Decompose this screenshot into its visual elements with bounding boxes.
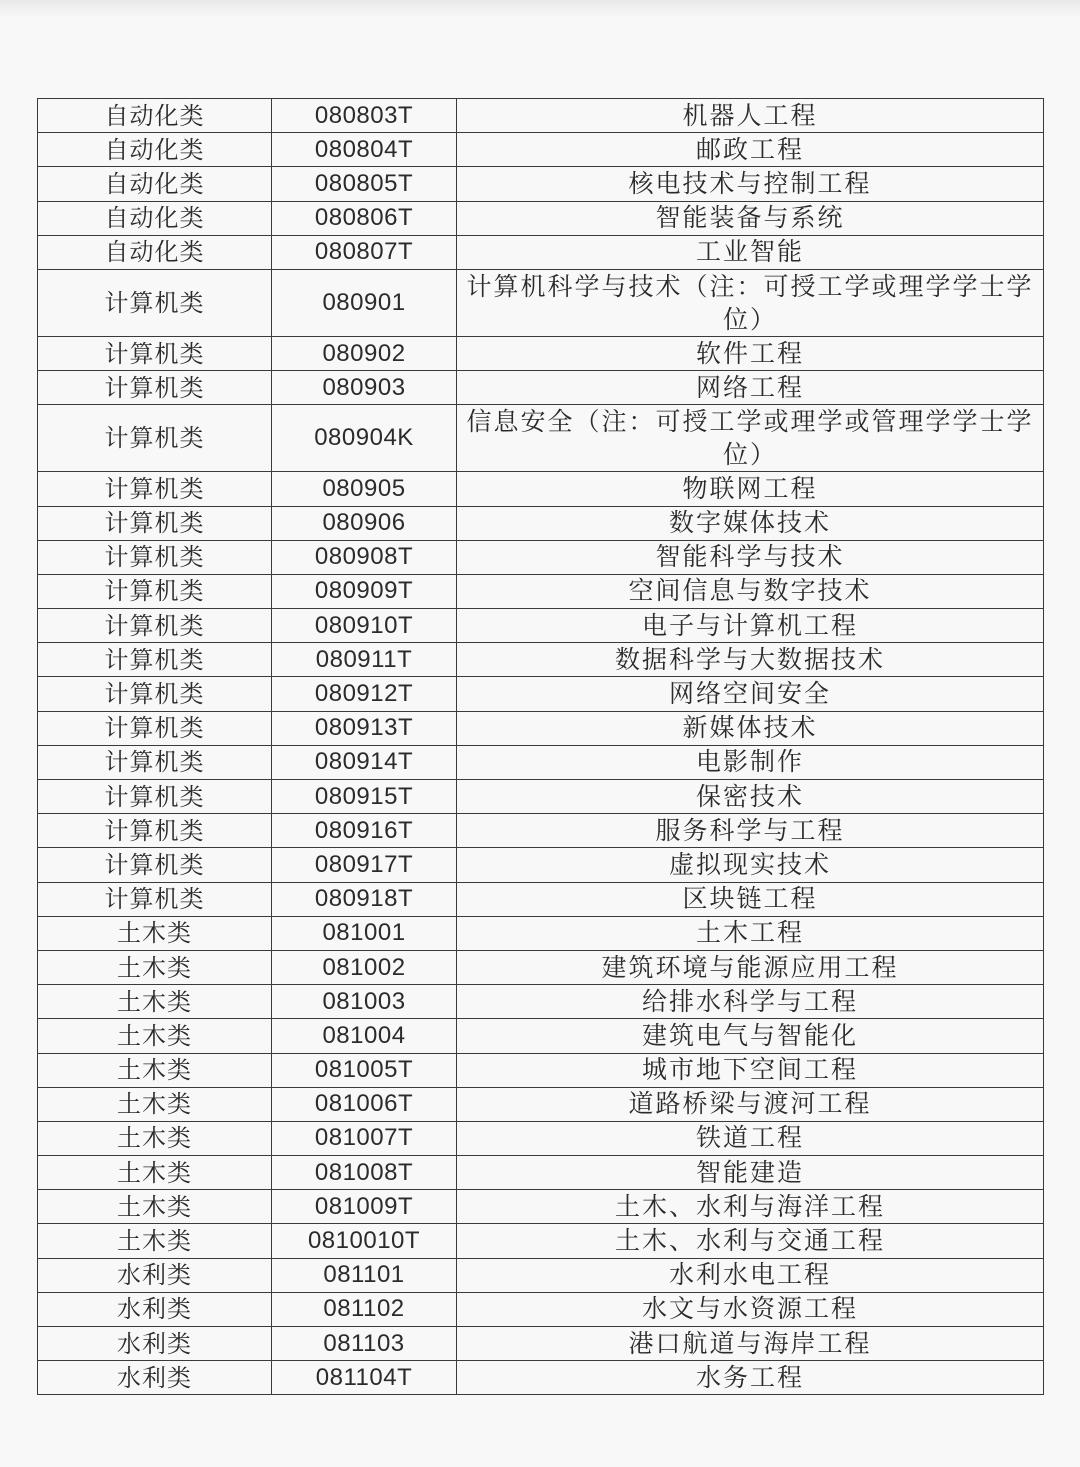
table-row — [38, 133, 1044, 167]
table-row — [38, 235, 1044, 269]
table-row — [38, 1121, 1044, 1155]
category-cell: 计算机类 — [38, 711, 272, 745]
table-row — [38, 472, 1044, 506]
major-name-cell: 智能装备与系统 — [457, 201, 1044, 235]
major-name-cell: 电影制作 — [457, 745, 1044, 779]
category-cell: 计算机类 — [38, 540, 272, 574]
category-cell: 计算机类 — [38, 882, 272, 916]
major-name-cell: 给排水科学与工程 — [457, 985, 1044, 1019]
category-cell: 计算机类 — [38, 814, 272, 848]
major-code-cell: 081003 — [272, 985, 457, 1019]
major-code-cell: 081102 — [272, 1292, 457, 1326]
table-row — [38, 1258, 1044, 1292]
major-code-cell: 080901 — [272, 269, 457, 336]
major-name-cell: 核电技术与控制工程 — [457, 167, 1044, 201]
major-code-cell: 081006T — [272, 1087, 457, 1121]
major-code-cell: 080807T — [272, 235, 457, 269]
major-name-cell: 空间信息与数字技术 — [457, 574, 1044, 608]
table-row — [38, 950, 1044, 984]
major-code-cell: 080902 — [272, 336, 457, 370]
table-row — [38, 540, 1044, 574]
major-code-cell: 081104T — [272, 1361, 457, 1395]
category-cell: 计算机类 — [38, 405, 272, 472]
category-cell: 土木类 — [38, 1053, 272, 1087]
major-code-cell: 080916T — [272, 814, 457, 848]
table-row — [38, 1087, 1044, 1121]
category-cell: 水利类 — [38, 1258, 272, 1292]
table-row — [38, 1224, 1044, 1258]
table-row — [38, 1053, 1044, 1087]
major-name-cell: 建筑电气与智能化 — [457, 1019, 1044, 1053]
category-cell: 土木类 — [38, 1121, 272, 1155]
major-code-cell: 081004 — [272, 1019, 457, 1053]
major-name-cell: 物联网工程 — [457, 472, 1044, 506]
major-name-cell: 数字媒体技术 — [457, 506, 1044, 540]
table-row — [38, 814, 1044, 848]
major-name-cell: 电子与计算机工程 — [457, 609, 1044, 643]
table-row — [38, 1190, 1044, 1224]
major-name-cell: 水文与水资源工程 — [457, 1292, 1044, 1326]
major-code-cell: 080909T — [272, 574, 457, 608]
table-row — [38, 643, 1044, 677]
category-cell: 水利类 — [38, 1292, 272, 1326]
major-code-cell: 080908T — [272, 540, 457, 574]
major-name-cell: 土木、水利与海洋工程 — [457, 1190, 1044, 1224]
category-cell: 计算机类 — [38, 574, 272, 608]
major-code-cell: 081103 — [272, 1327, 457, 1361]
major-name-cell: 水利水电工程 — [457, 1258, 1044, 1292]
major-code-cell: 081005T — [272, 1053, 457, 1087]
table-row — [38, 1156, 1044, 1190]
major-code-cell: 080914T — [272, 745, 457, 779]
major-name-cell: 服务科学与工程 — [457, 814, 1044, 848]
table-row — [38, 916, 1044, 950]
category-cell: 土木类 — [38, 1019, 272, 1053]
category-cell: 计算机类 — [38, 269, 272, 336]
category-cell: 土木类 — [38, 1190, 272, 1224]
category-cell: 自动化类 — [38, 201, 272, 235]
table-row — [38, 882, 1044, 916]
major-name-cell: 网络工程 — [457, 371, 1044, 405]
major-name-cell: 数据科学与大数据技术 — [457, 643, 1044, 677]
category-cell: 土木类 — [38, 985, 272, 1019]
table-row — [38, 677, 1044, 711]
major-code-cell: 081007T — [272, 1121, 457, 1155]
major-code-cell: 080904K — [272, 405, 457, 472]
category-cell: 计算机类 — [38, 609, 272, 643]
category-cell: 计算机类 — [38, 780, 272, 814]
table-row — [38, 405, 1044, 472]
table-row — [38, 1019, 1044, 1053]
table-row — [38, 201, 1044, 235]
major-code-cell: 081002 — [272, 950, 457, 984]
table-row — [38, 336, 1044, 370]
major-name-cell: 软件工程 — [457, 336, 1044, 370]
major-code-cell: 080905 — [272, 472, 457, 506]
major-code-cell: 080906 — [272, 506, 457, 540]
table-row — [38, 574, 1044, 608]
major-code-cell: 080806T — [272, 201, 457, 235]
table-row — [38, 167, 1044, 201]
major-name-cell: 邮政工程 — [457, 133, 1044, 167]
category-cell: 土木类 — [38, 916, 272, 950]
major-code-cell: 080911T — [272, 643, 457, 677]
page-top-edge — [0, 0, 1080, 18]
table-row — [38, 745, 1044, 779]
major-code-cell: 080912T — [272, 677, 457, 711]
major-code-cell: 081008T — [272, 1156, 457, 1190]
major-name-cell: 道路桥梁与渡河工程 — [457, 1087, 1044, 1121]
major-code-cell: 080915T — [272, 780, 457, 814]
category-cell: 计算机类 — [38, 677, 272, 711]
table-row — [38, 985, 1044, 1019]
category-cell: 土木类 — [38, 1087, 272, 1121]
major-name-cell: 土木工程 — [457, 916, 1044, 950]
major-name-cell: 铁道工程 — [457, 1121, 1044, 1155]
major-code-cell: 081101 — [272, 1258, 457, 1292]
category-cell: 计算机类 — [38, 472, 272, 506]
major-name-cell: 信息安全（注：可授工学或理学或管理学学士学位） — [457, 405, 1044, 472]
major-name-cell: 计算机科学与技术（注：可授工学或理学学士学位） — [457, 269, 1044, 336]
major-code-cell: 080913T — [272, 711, 457, 745]
category-cell: 自动化类 — [38, 99, 272, 133]
category-cell: 自动化类 — [38, 167, 272, 201]
major-name-cell: 网络空间安全 — [457, 677, 1044, 711]
table-row — [38, 780, 1044, 814]
major-name-cell: 机器人工程 — [457, 99, 1044, 133]
major-code-cell: 080918T — [272, 882, 457, 916]
major-code-cell: 080910T — [272, 609, 457, 643]
category-cell: 水利类 — [38, 1327, 272, 1361]
table-row — [38, 506, 1044, 540]
category-cell: 自动化类 — [38, 133, 272, 167]
majors-table — [37, 98, 1044, 1395]
majors-table-body — [38, 99, 1044, 1395]
table-row — [38, 1327, 1044, 1361]
category-cell: 土木类 — [38, 1156, 272, 1190]
category-cell: 土木类 — [38, 1224, 272, 1258]
major-name-cell: 城市地下空间工程 — [457, 1053, 1044, 1087]
major-code-cell: 081001 — [272, 916, 457, 950]
category-cell: 土木类 — [38, 950, 272, 984]
major-name-cell: 水务工程 — [457, 1361, 1044, 1395]
major-code-cell: 080903 — [272, 371, 457, 405]
major-name-cell: 智能建造 — [457, 1156, 1044, 1190]
major-name-cell: 工业智能 — [457, 235, 1044, 269]
table-row — [38, 269, 1044, 336]
major-name-cell: 虚拟现实技术 — [457, 848, 1044, 882]
category-cell: 计算机类 — [38, 336, 272, 370]
major-code-cell: 080917T — [272, 848, 457, 882]
major-name-cell: 港口航道与海岸工程 — [457, 1327, 1044, 1361]
major-name-cell: 新媒体技术 — [457, 711, 1044, 745]
table-row — [38, 1361, 1044, 1395]
category-cell: 自动化类 — [38, 235, 272, 269]
major-name-cell: 区块链工程 — [457, 882, 1044, 916]
category-cell: 计算机类 — [38, 848, 272, 882]
table-row — [38, 711, 1044, 745]
table-row — [38, 1292, 1044, 1326]
major-name-cell: 土木、水利与交通工程 — [457, 1224, 1044, 1258]
major-code-cell: 080804T — [272, 133, 457, 167]
table-row — [38, 609, 1044, 643]
table-row — [38, 848, 1044, 882]
major-code-cell: 080805T — [272, 167, 457, 201]
major-name-cell: 保密技术 — [457, 780, 1044, 814]
major-code-cell: 080803T — [272, 99, 457, 133]
category-cell: 计算机类 — [38, 643, 272, 677]
major-code-cell: 081009T — [272, 1190, 457, 1224]
table-row — [38, 99, 1044, 133]
category-cell: 水利类 — [38, 1361, 272, 1395]
category-cell: 计算机类 — [38, 371, 272, 405]
category-cell: 计算机类 — [38, 506, 272, 540]
major-name-cell: 建筑环境与能源应用工程 — [457, 950, 1044, 984]
major-name-cell: 智能科学与技术 — [457, 540, 1044, 574]
category-cell: 计算机类 — [38, 745, 272, 779]
table-row — [38, 371, 1044, 405]
major-code-cell: 0810010T — [272, 1224, 457, 1258]
